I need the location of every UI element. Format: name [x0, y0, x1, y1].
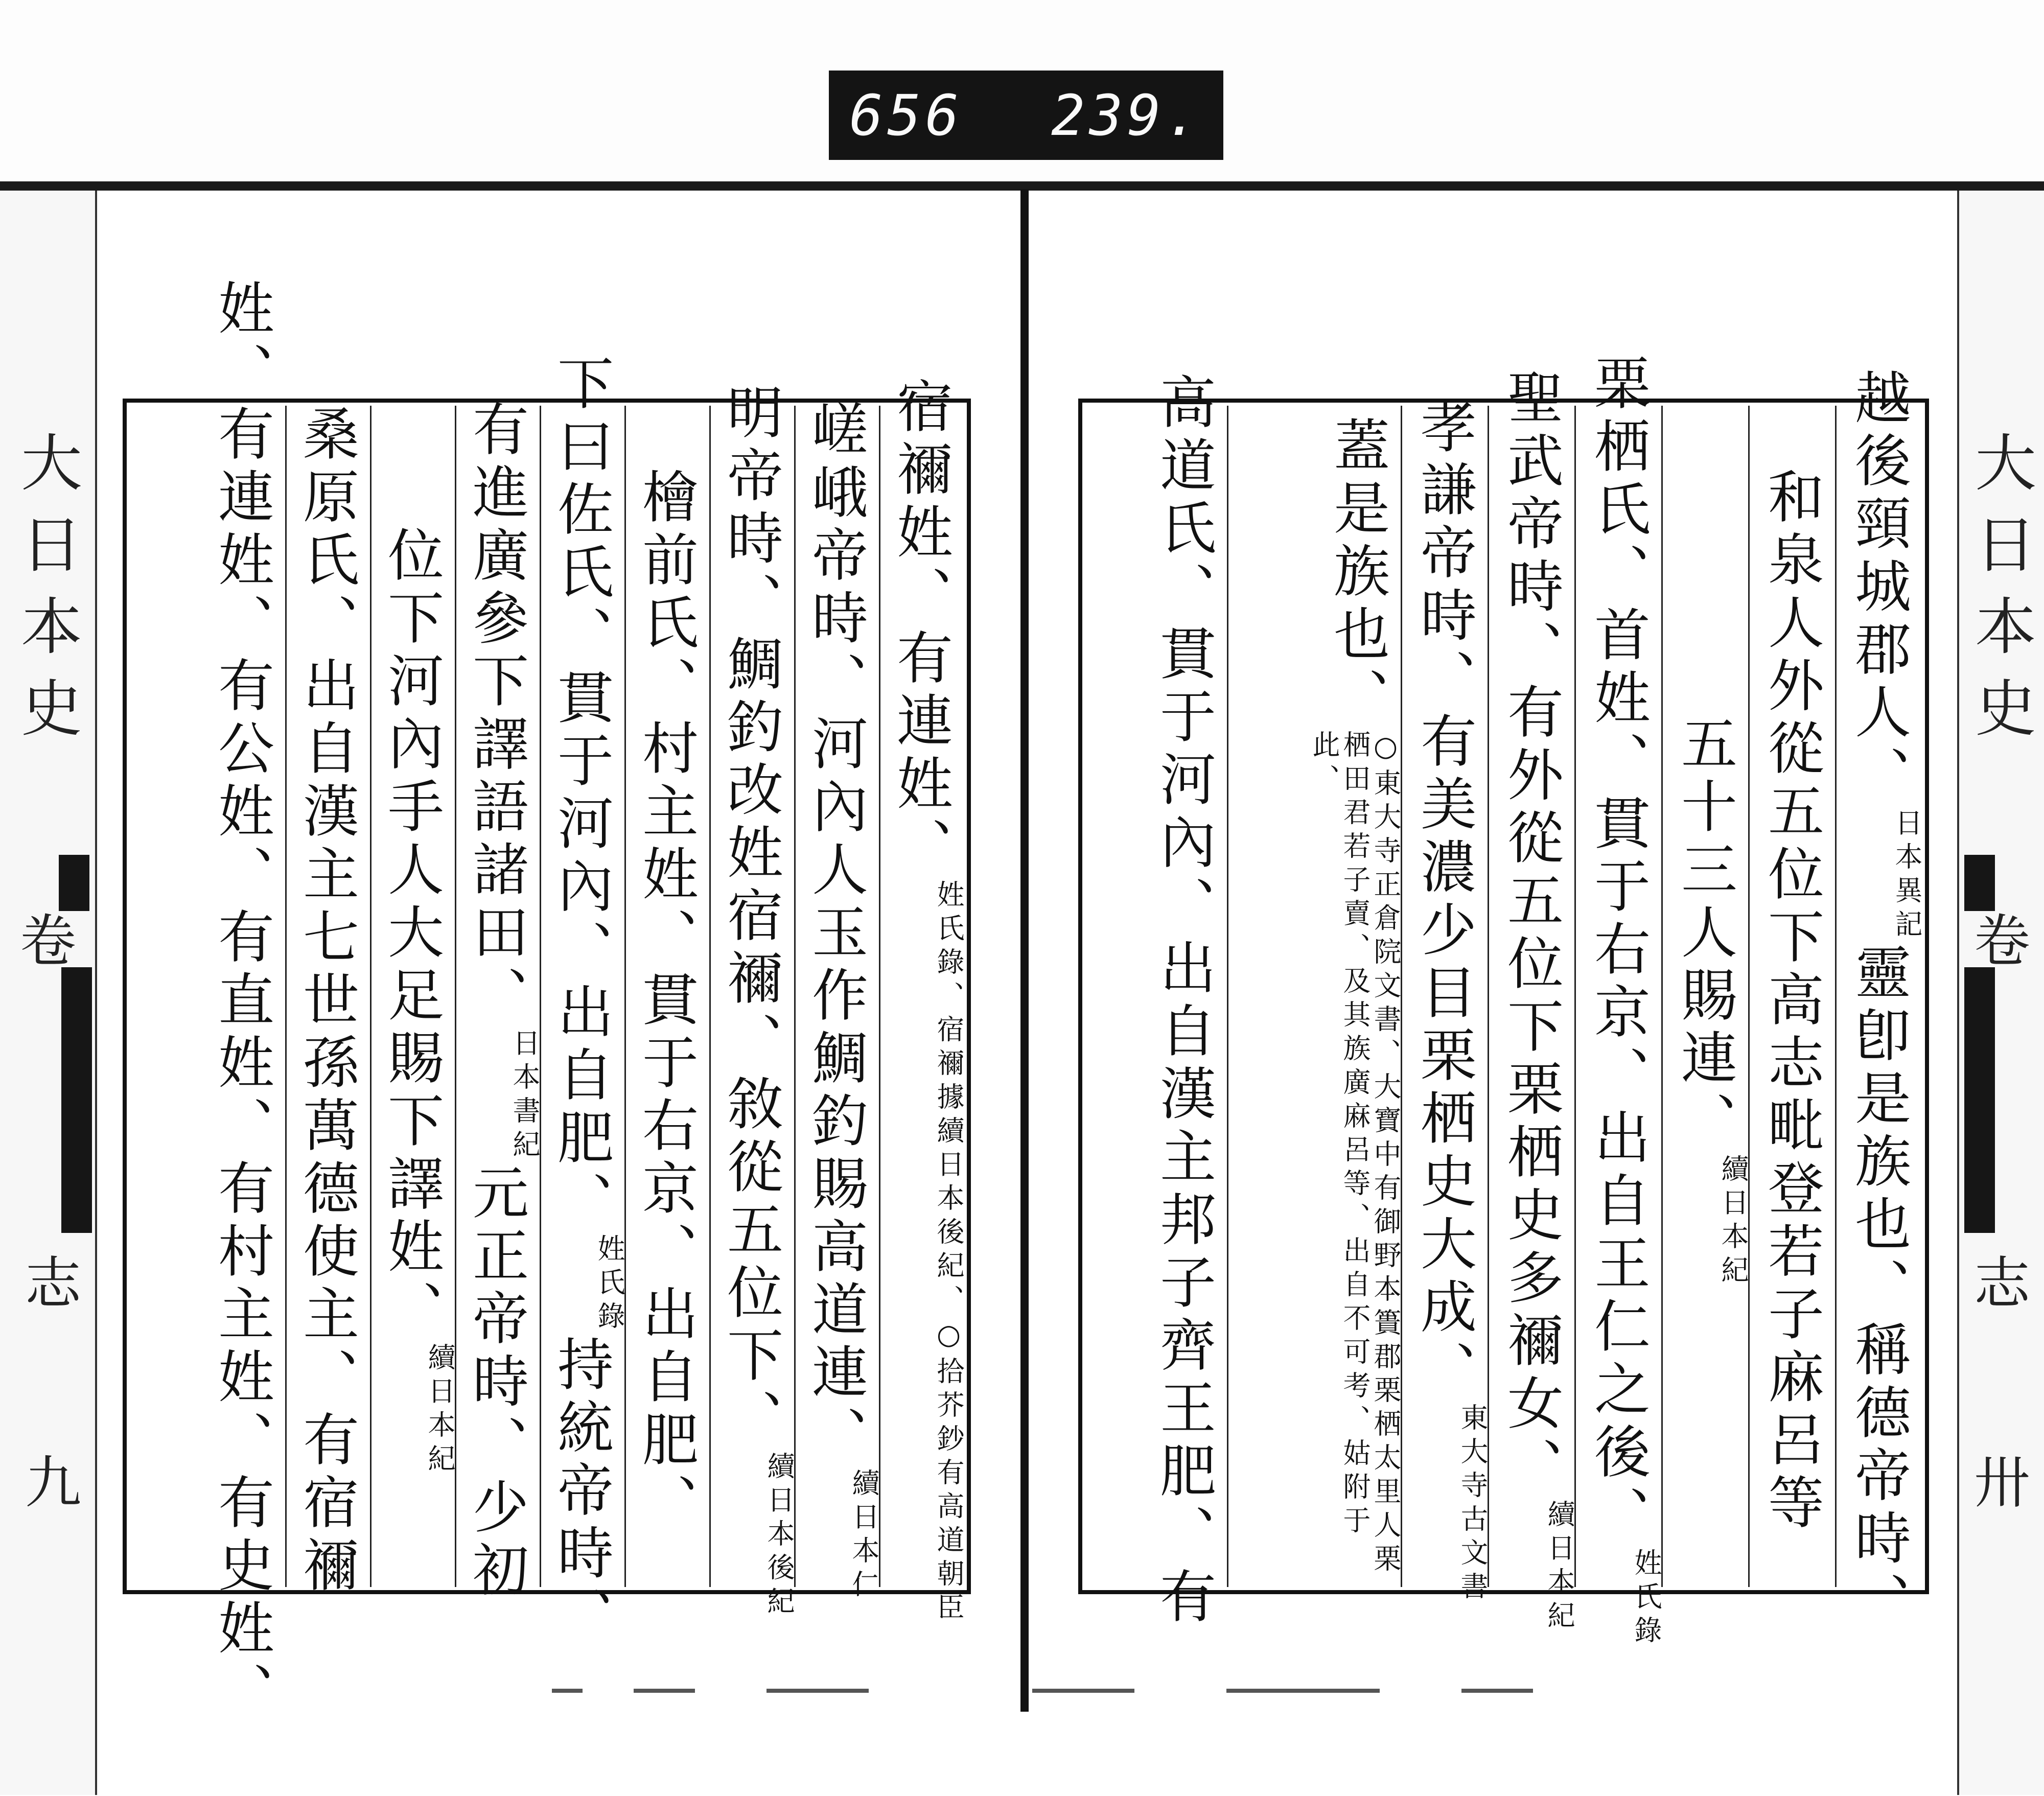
left-col-6-text-b: 元正帝時、少初: [463, 1163, 529, 1603]
left-col-9-text: 姓、有連姓、有公姓、有直姓、有村主姓、有史姓、: [209, 278, 274, 1724]
right-col-7: [1227, 406, 1401, 1587]
spine-right-title: 大日本史: [1965, 431, 2036, 758]
spine-left-block: [61, 967, 92, 1233]
left-col-6-note: 日本書紀: [508, 1028, 541, 1163]
right-col-8: [1140, 373, 1227, 1630]
left-col-2: [794, 400, 880, 1603]
right-col-1-note: 日本異記: [1891, 808, 1923, 943]
left-col-3: [709, 383, 795, 1620]
left-col-8-text: 桑原氏、出自漢主七世孫萬德使主、有宿禰: [294, 404, 359, 1599]
spine-left-volume: 卷: [11, 911, 76, 967]
scan-mark: [1461, 1689, 1533, 1693]
left-col-1-text: 宿禰姓、有連姓、: [888, 377, 953, 880]
spine-right-section: 志: [1965, 1253, 2030, 1310]
right-col-5: [1488, 368, 1575, 1635]
scan-mark: [766, 1689, 869, 1693]
right-col-2-text: 和泉人外從五位下高志毗登若子麻呂等: [1759, 467, 1824, 1536]
spine-left-page: 九: [16, 1453, 81, 1509]
right-col-4-text: 栗栖氏、首姓、貫于右京、出自王仁之後、: [1585, 354, 1651, 1548]
spine-right-volume: 卷: [1965, 911, 2030, 967]
right-col-4: [1574, 354, 1662, 1649]
left-col-7-note: 續日本紀: [424, 1342, 456, 1478]
right-col-1-text: 越後頸城郡人、: [1846, 368, 1911, 808]
left-page-frame: [123, 278, 971, 1724]
scan-mark: [634, 1689, 695, 1693]
left-col-5-text: 下曰佐氏、貫于河內、出自肥、: [548, 354, 614, 1234]
spine-left-band: [59, 855, 89, 911]
right-col-4-note: 姓氏錄: [1630, 1548, 1662, 1649]
archive-label: [829, 71, 1223, 160]
right-page-frame: [1078, 354, 1929, 1649]
left-col-4: [624, 406, 709, 1587]
right-col-6: [1401, 398, 1489, 1605]
left-col-5-note: 姓氏錄: [593, 1233, 625, 1335]
spine-left-section: 志: [16, 1253, 81, 1310]
left-col-6: [455, 400, 541, 1603]
right-col-7-text: 蓋是族也、: [1325, 416, 1390, 730]
right-col-1-text-b: 靈卽是族也、稱德帝時、: [1846, 943, 1911, 1635]
right-book-edge: [1957, 191, 2044, 1795]
left-col-7: [370, 406, 455, 1587]
right-col-3-note: 續日本紀: [1717, 1154, 1749, 1289]
left-col-2-text: 嵯峨帝時、河內人玉作鯛釣賜高道連、: [803, 400, 868, 1468]
label-right-number: 239.: [1051, 82, 1203, 148]
left-col-1: [879, 377, 965, 1626]
spine-right-page: 卅: [1965, 1453, 2030, 1509]
left-col-6-text: 有進廣參下譯語諸田、: [463, 400, 529, 1029]
scan-mark: [552, 1689, 583, 1693]
left-col-4-text: 檜前氏、村主姓、貫于右京、出自肥、: [633, 467, 699, 1536]
right-col-3: [1661, 406, 1748, 1587]
right-col-5-text: 聖武帝時、有外從五位下栗栖史多禰女、: [1498, 368, 1564, 1500]
left-col-9: [200, 278, 285, 1724]
book-gutter: [1020, 189, 1029, 1712]
left-col-7-text: 位下河內手人大足賜下譯姓、: [379, 525, 444, 1343]
right-col-6-text: 孝謙帝時、有美濃少目栗栖史大成、: [1411, 398, 1477, 1403]
left-book-edge: [0, 191, 97, 1795]
left-col-1-note: 姓氏錄、宿禰據續日本後紀、○拾芥鈔有高道朝臣: [933, 879, 965, 1626]
label-left-number: 656: [849, 82, 963, 148]
right-col-7-note: ○東大寺正倉院文書、大寶中有御野本簣郡栗栖太里人栗栖田君若子賣、及其族廣麻呂等、出自不可考、姑附于此、: [1308, 730, 1402, 1578]
right-col-6-note: 東大寺古文書: [1456, 1403, 1489, 1605]
spine-right-block: [1964, 967, 1995, 1233]
right-col-5-note: 續日本紀: [1543, 1500, 1575, 1635]
scan-mark: [1032, 1689, 1134, 1693]
left-col-2-note: 續日本仁: [848, 1468, 880, 1603]
left-col-3-text: 明帝時、鯛釣改姓宿禰、敘從五位下、: [718, 383, 783, 1452]
spine-left-title: 大日本史: [11, 431, 82, 758]
left-col-5: [540, 354, 625, 1649]
scan-mark: [1226, 1689, 1380, 1693]
right-col-1: [1835, 368, 1923, 1635]
left-col-3-note: 續日本後紀: [763, 1451, 795, 1620]
left-col-8: [285, 404, 370, 1599]
spine-right-band: [1964, 855, 1995, 911]
right-col-3-text: 五十三人賜連、: [1672, 714, 1737, 1154]
left-col-5-text-b: 持統帝時、: [548, 1335, 614, 1649]
right-col-2: [1748, 406, 1835, 1587]
right-col-8-text: 高道氏、貫于河內、出自漢主邦子齊王肥、有: [1151, 373, 1216, 1630]
